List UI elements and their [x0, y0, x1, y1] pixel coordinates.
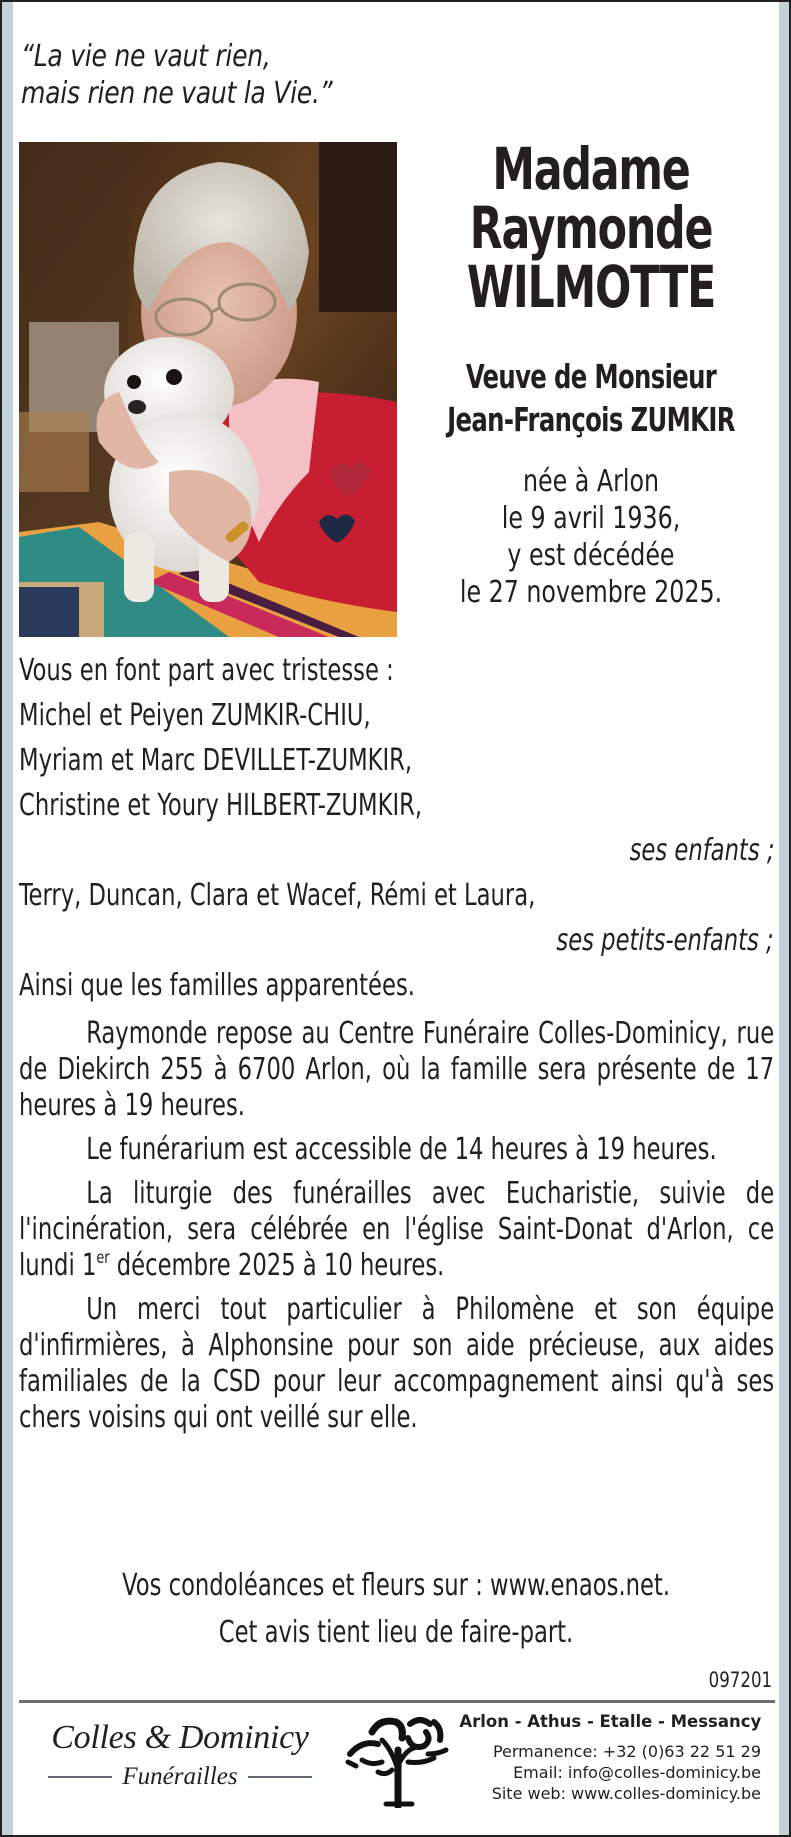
epigraph-quote [21, 38, 332, 112]
deceased-photo [19, 142, 397, 637]
phone-line: Permanence: +32 (0)63 22 51 29 [492, 1742, 761, 1761]
subtitle-rule-right [248, 1776, 312, 1778]
death-place: y est décédée [507, 538, 675, 573]
liturgy-paragraph [19, 1176, 774, 1284]
related-families: Ainsi que les familles apparentées. [19, 968, 415, 1003]
funeral-home-contact [450, 1710, 761, 1804]
website-line: Site web: www.colles-dominicy.be [491, 1784, 761, 1803]
frame-strip-right [779, 2, 789, 1835]
funeral-home-subtitle [40, 1762, 320, 1792]
notice-text: Cet avis tient lieu de faire-part. [219, 1615, 574, 1650]
condolences-line [19, 1568, 774, 1603]
child-1: Michel et Peiyen ZUMKIR-CHIU, [19, 698, 371, 733]
last-name: WILMOTTE [466, 253, 716, 321]
grandchildren-role-text: ses petits-enfants ; [556, 923, 774, 958]
tree-icon [342, 1710, 454, 1808]
child-2: Myriam et Marc DEVILLET-ZUMKIR, [19, 743, 413, 778]
grandchildren-role [19, 918, 774, 963]
children-role-text: ses enfants ; [629, 833, 774, 868]
quote-line-1: “La vie ne vaut rien, [21, 39, 271, 74]
child-3: Christine et Youry HILBERT-ZUMKIR, [19, 788, 423, 823]
ordinal-superscript: er [96, 1248, 110, 1268]
liturgy-text-after: décembre 2025 à 10 heures. [109, 1248, 445, 1283]
frame-strip-left [2, 2, 13, 1835]
subtitle-text: Funérailles [122, 1763, 238, 1790]
quote-line-2: mais rien ne vaut la Vie.” [21, 76, 333, 111]
access-paragraph: Le funérarium est accessible de 14 heures à 19 heures. [86, 1132, 717, 1167]
locations: Arlon - Athus - Etalle - Messancy [459, 1712, 761, 1732]
liturgy-text-before: La liturgie des funérailles avec Eucharistie, suivie de l'incinération, sera célébrée en l'église Saint-Donat d'Arlon, ce lundi 1 [19, 1176, 775, 1283]
funeral-home-brand [40, 1718, 320, 1792]
notice-line [19, 1615, 774, 1650]
widow-of-line-1: Veuve de Monsieur [465, 357, 717, 396]
reference-number: 097201 [708, 1668, 772, 1692]
death-date: le 27 novembre 2025. [459, 575, 723, 610]
deceased-header [405, 135, 777, 611]
paragraphs [19, 1016, 774, 1436]
title-madame: Madame [492, 135, 690, 203]
birth-death-info [405, 463, 777, 611]
announcement-body [19, 648, 774, 1436]
subtitle-rule-left [48, 1776, 112, 1778]
funeral-home-name: Colles & Dominicy [51, 1719, 309, 1756]
birth-place: née à Arlon [522, 464, 660, 499]
thanks-paragraph: Un merci tout particulier à Philomène et son équipe d'infirmières, à Alphonsine pour son aide précieuse, aux aides familiales de la CSD pour leur accompagnement ainsi qu'à ses chers voisins qui ont veillé sur elle. [19, 1292, 775, 1435]
condolences-text: Vos condoléances et fleurs sur : www.enaos.net. [122, 1568, 671, 1603]
first-name: Raymonde [469, 194, 713, 262]
footer-divider [19, 1700, 775, 1703]
widow-of-line-2: Jean-François ZUMKIR [447, 400, 735, 439]
children-role [19, 828, 774, 873]
announcement-intro: Vous en font part avec tristesse : [19, 653, 394, 688]
viewing-paragraph: Raymonde repose au Centre Funéraire Colles-Dominicy, rue de Diekirch 255 à 6700 Arlon, où la famille sera présente de 17 heures à 19 heures. [19, 1016, 775, 1123]
photo-illustration [19, 142, 397, 637]
widow-of [405, 355, 777, 441]
birth-date: le 9 avril 1936, [501, 501, 681, 536]
grandchildren: Terry, Duncan, Clara et Wacef, Rémi et Laura, [19, 878, 536, 913]
email-line: Email: info@colles-dominicy.be [513, 1763, 761, 1782]
